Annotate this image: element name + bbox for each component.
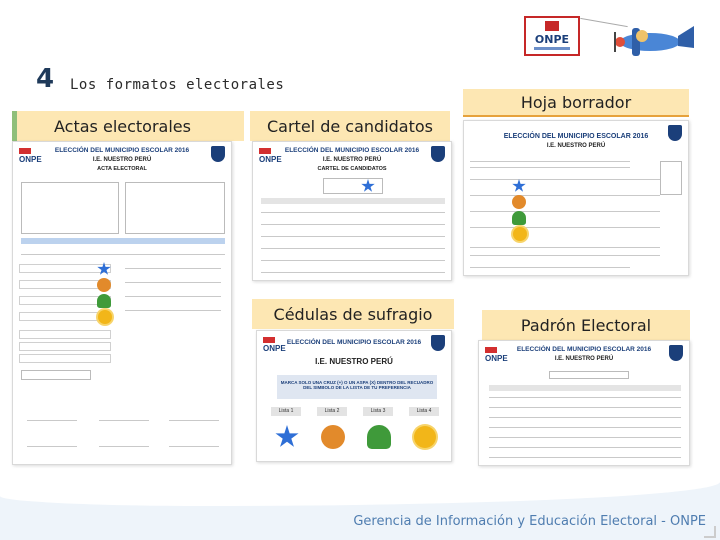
section-box — [549, 371, 629, 379]
null-votes-row — [19, 342, 111, 351]
signature-line — [99, 446, 149, 447]
cartel-title: ELECCIÓN DEL MUNICIPIO ESCOLAR 2016 — [284, 147, 420, 154]
cartel-candidatos-thumbnail — [252, 141, 452, 281]
tree-icon — [97, 294, 111, 308]
table-header — [261, 198, 445, 204]
lion-icon — [512, 195, 526, 209]
rule — [470, 267, 630, 268]
table-row — [261, 236, 445, 237]
suffrage-box — [125, 182, 225, 234]
signature-line — [27, 446, 77, 447]
rule — [470, 227, 660, 228]
slide-number: 4 — [36, 64, 55, 94]
tree-icon — [367, 425, 391, 449]
onpe-mini-logo: ONPE — [263, 337, 286, 353]
star-icon — [512, 179, 526, 193]
table-row — [261, 212, 445, 213]
rule — [125, 310, 221, 311]
cartel-school: I.E. NUESTRO PERÚ — [322, 157, 382, 163]
tree-icon — [512, 211, 526, 225]
hoja-label: Hoja borrador — [463, 89, 689, 117]
table-row — [489, 397, 681, 398]
school-crest-icon — [668, 125, 682, 141]
school-crest-icon — [211, 146, 225, 162]
rule — [470, 247, 660, 248]
list-label: Lista 3 — [363, 407, 393, 416]
signature-line — [99, 420, 149, 421]
cedula-title: ELECCIÓN DEL MUNICIPIO ESCOLAR 2016 — [286, 339, 422, 346]
rule — [470, 179, 660, 180]
cartel-label: Cartel de candidatos — [250, 111, 450, 141]
ballot-instruction: MARCA SOLO UNA CRUZ (+) O UN ASPA (X) DENTRO DEL RECUADRO DEL SIMBOLO DE LA LISTA DE TU PREFERENCIA — [277, 375, 437, 399]
rule — [470, 167, 630, 168]
signature-line — [169, 420, 219, 421]
cedula-school: I.E. NUESTRO PERÚ — [315, 357, 393, 366]
list-label: Lista 2 — [317, 407, 347, 416]
hoja-title: ELECCIÓN DEL MUNICIPIO ESCOLAR 2016 — [503, 133, 649, 140]
table-row — [489, 437, 681, 438]
rule — [470, 255, 660, 256]
hoja-school: I.E. NUESTRO PERÚ — [546, 143, 606, 149]
rule — [125, 296, 221, 297]
table-row — [261, 272, 445, 273]
installation-box — [21, 182, 119, 234]
footer-text: Gerencia de Información y Educación Electoral - ONPE — [353, 514, 706, 529]
logo-underline — [534, 47, 570, 50]
sun-icon — [513, 227, 527, 241]
cedulas-label: Cédulas de sufragio — [252, 299, 454, 329]
signature-box — [21, 370, 91, 380]
school-crest-icon — [669, 345, 683, 361]
rule — [125, 282, 221, 283]
hoja-borrador-thumbnail — [463, 120, 689, 276]
school-crest-icon — [431, 146, 445, 162]
table-row — [261, 260, 445, 261]
actas-label: Actas electorales — [12, 111, 244, 141]
padron-electoral-thumbnail — [478, 340, 690, 466]
sun-icon — [414, 426, 436, 448]
sun-icon — [98, 310, 112, 324]
padron-title: ELECCIÓN DEL MUNICIPIO ESCOLAR 2016 — [516, 346, 652, 353]
list-label: Lista 4 — [409, 407, 439, 416]
list-symbol-box — [323, 178, 383, 194]
star-icon — [275, 425, 299, 449]
acta-heading: ACTA ELECTORAL — [97, 166, 147, 172]
signature-line — [169, 446, 219, 447]
table-row — [489, 417, 681, 418]
rule — [470, 211, 660, 212]
lion-icon — [97, 278, 111, 292]
onpe-mini-logo: ONPE — [259, 148, 282, 164]
acta-school: I.E. NUESTRO PERÚ — [92, 157, 152, 163]
rule — [470, 195, 660, 196]
table-row — [261, 248, 445, 249]
logo-text: ONPE — [534, 33, 570, 46]
total-votes-row — [19, 354, 111, 363]
cedula-sufragio-thumbnail — [256, 330, 452, 462]
onpe-mini-logo: ONPE — [19, 148, 42, 164]
count-header-bar — [21, 238, 225, 244]
padron-school: I.E. NUESTRO PERÚ — [554, 356, 614, 362]
airplane-icon — [570, 18, 700, 62]
rule — [470, 161, 630, 162]
cartel-heading: CARTEL DE CANDIDATOS — [317, 166, 387, 172]
ballot-box-icon — [545, 21, 559, 31]
acta-title: ELECCIÓN DEL MUNICIPIO ESCOLAR 2016 — [54, 147, 190, 154]
signature-line — [27, 420, 77, 421]
rule — [125, 268, 221, 269]
school-crest-icon — [431, 335, 445, 351]
table-header — [489, 385, 681, 391]
table-row — [489, 447, 681, 448]
table-row — [489, 407, 681, 408]
slide-title: Los formatos electorales — [70, 77, 285, 93]
list-label: Lista 1 — [271, 407, 301, 416]
onpe-mini-logo: ONPE — [485, 347, 508, 363]
blank-votes-row — [19, 330, 111, 339]
corner-mark — [704, 526, 716, 538]
table-row — [489, 427, 681, 428]
rule — [21, 254, 225, 255]
tally-box — [660, 161, 682, 195]
table-row — [489, 457, 681, 458]
padron-label: Padrón Electoral — [482, 310, 690, 340]
list-row — [19, 264, 111, 273]
acta-electoral-thumbnail — [12, 141, 232, 465]
table-row — [261, 224, 445, 225]
lion-icon — [321, 425, 345, 449]
